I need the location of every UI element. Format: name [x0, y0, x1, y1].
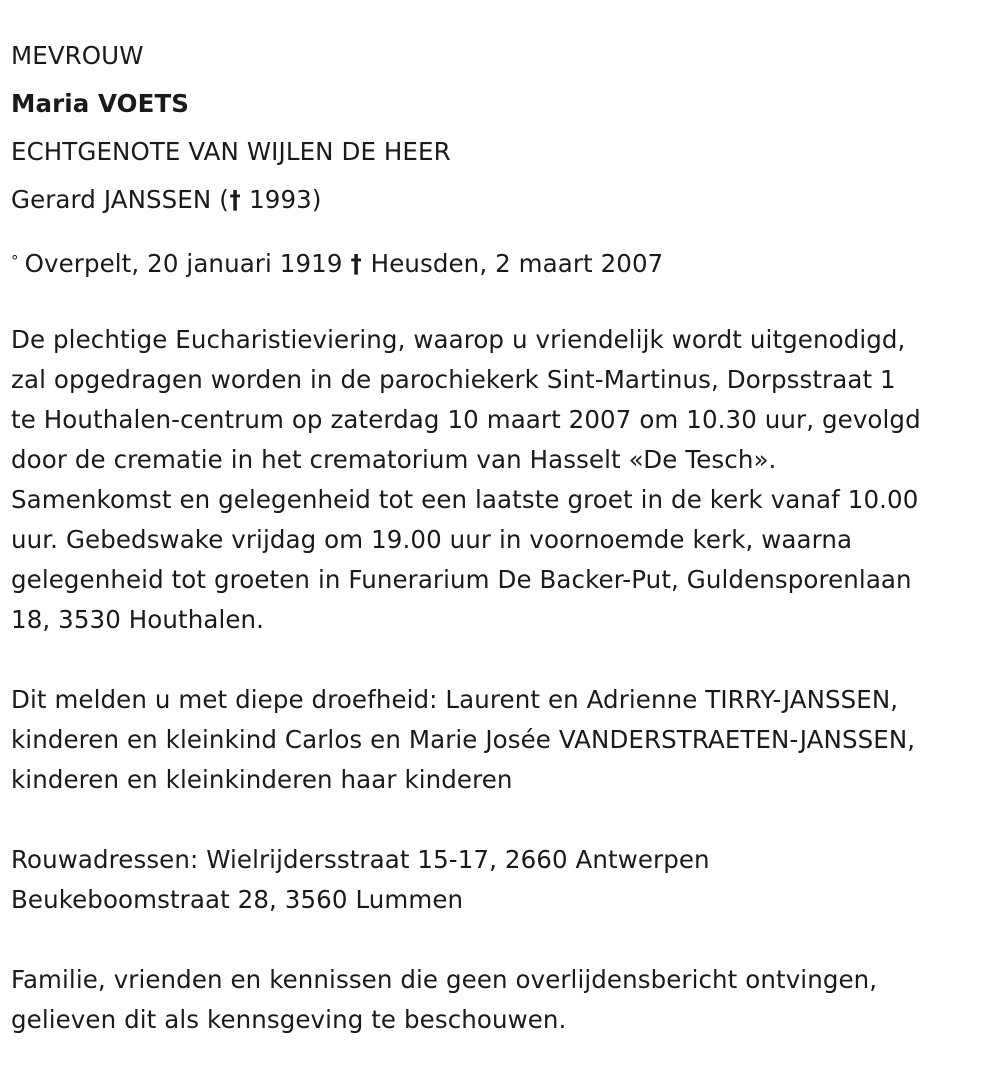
family-line: Dit melden u met diepe droefheid: Laurent en Adrienne TIRRY-JANSSEN,	[11, 685, 899, 714]
spouse-line	[11, 176, 996, 224]
cross-icon: †	[229, 185, 241, 214]
ceremony-line: uur. Gebedswake vrijdag om 19.00 uur in voornoemde kerk, waarna	[11, 525, 853, 554]
salutation: MEVROUW	[11, 41, 144, 70]
ceremony-line: zal opgedragen worden in de parochiekerk Sint-Martinus, Dorpsstraat 1	[11, 365, 896, 394]
closing-line: gelieven dit als kennsgeving te beschouwen.	[11, 1005, 567, 1034]
header-block	[11, 32, 996, 224]
cross-icon: †	[351, 249, 363, 278]
ceremony-line: gelegenheid tot groeten in Funerarium De Backer-Put, Guldensporenlaan	[11, 565, 912, 594]
address-line: Rouwadressen: Wielrijdersstraat 15-17, 2660 Antwerpen	[11, 845, 710, 874]
birth-icon: °	[11, 252, 19, 270]
dates-line	[11, 240, 996, 288]
deceased-name: Maria VOETS	[11, 89, 190, 118]
ceremony-paragraph	[11, 320, 996, 640]
family-line: kinderen en kleinkind Carlos en Marie Josée VANDERSTRAETEN-JANSSEN,	[11, 725, 916, 754]
ceremony-line: door de crematie in het crematorium van Hasselt «De Tesch».	[11, 445, 777, 474]
family-line: kinderen en kleinkinderen haar kinderen	[11, 765, 513, 794]
relation-line: ECHTGENOTE VAN WIJLEN DE HEER	[11, 137, 451, 166]
address-line: Beukeboomstraat 28, 3560 Lummen	[11, 885, 464, 914]
birth-date: Overpelt, 20 januari 1919	[24, 249, 343, 278]
obituary-notice	[11, 0, 996, 1040]
addresses-paragraph	[11, 840, 996, 920]
ceremony-line: 18, 3530 Houthalen.	[11, 605, 265, 634]
spouse-text: Gerard JANSSEN (	[11, 185, 229, 214]
closing-paragraph	[11, 960, 996, 1040]
death-date: Heusden, 2 maart 2007	[370, 249, 664, 278]
family-paragraph	[11, 680, 996, 800]
ceremony-line: Samenkomst en gelegenheid tot een laatste groet in de kerk vanaf 10.00	[11, 485, 919, 514]
ceremony-line: te Houthalen-centrum op zaterdag 10 maart 2007 om 10.30 uur, gevolgd	[11, 405, 921, 434]
closing-line: Familie, vrienden en kennissen die geen overlijdensbericht ontvingen,	[11, 965, 878, 994]
spouse-year: 1993)	[241, 185, 322, 214]
ceremony-line: De plechtige Eucharistieviering, waarop u vriendelijk wordt uitgenodigd,	[11, 325, 906, 354]
